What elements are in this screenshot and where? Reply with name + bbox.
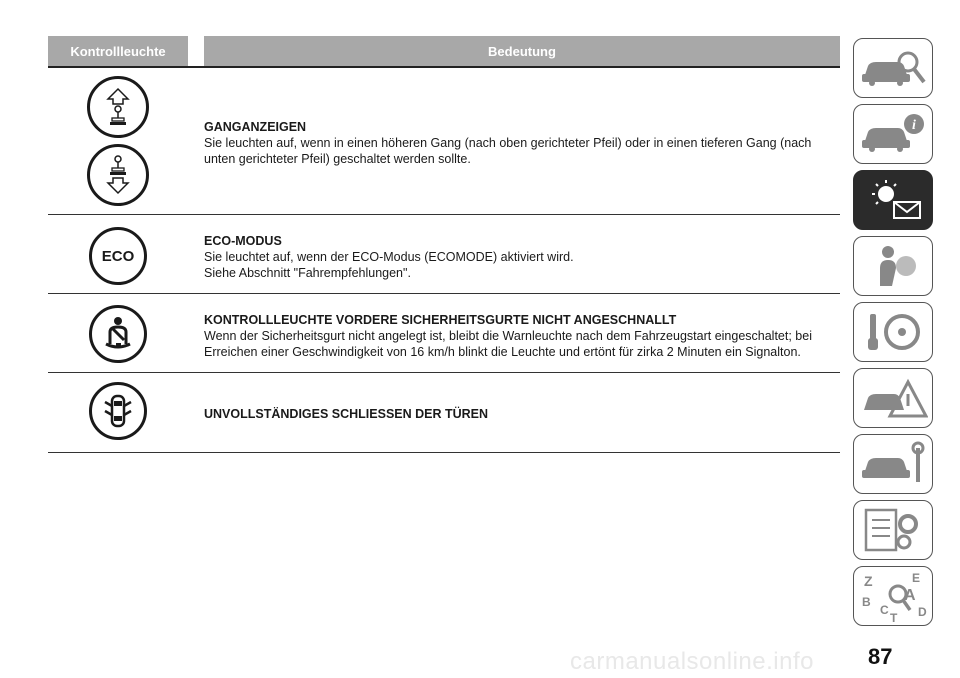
row-text: Wenn der Sicherheitsgurt nicht angelegt ist, bleibt die Warnleuchte nach dem Fahrzeugstart eingeschaltet; bei Erreichen einer Geschwindigkeit von 16 km/h blinkt die Leuchte und ertönt für zirka 2 Minuten ein Signalton. bbox=[204, 329, 812, 359]
index-letter: Z bbox=[864, 573, 873, 589]
eco-icon bbox=[89, 227, 147, 285]
row-divider bbox=[48, 452, 840, 453]
eco-icon-label: ECO bbox=[101, 247, 135, 265]
specs-gears-icon bbox=[858, 506, 928, 554]
car-accident-warning-icon bbox=[858, 374, 928, 422]
row-divider bbox=[48, 372, 840, 373]
index-letter: T bbox=[890, 611, 898, 622]
seatbelt-description bbox=[204, 312, 840, 360]
warning-light-message-icon bbox=[858, 176, 928, 224]
row-text: Sie leuchtet auf, wenn der ECO-Modus (ECOMODE) aktiviert wird. bbox=[204, 250, 574, 264]
gear-shift-icon-cell bbox=[48, 76, 188, 206]
tab-car-search[interactable] bbox=[853, 38, 933, 98]
column-header-meaning: Bedeutung bbox=[204, 36, 840, 66]
index-letter: D bbox=[918, 605, 927, 619]
index-letter: A bbox=[904, 587, 916, 604]
key-steering-wheel-icon bbox=[858, 308, 928, 356]
row-text-secondary: Siehe Abschnitt "Fahrempfehlungen". bbox=[204, 266, 411, 280]
car-info-icon bbox=[858, 110, 928, 158]
tab-maintenance[interactable] bbox=[853, 434, 933, 494]
index-letter: B bbox=[862, 595, 871, 609]
index-search-icon bbox=[858, 570, 928, 622]
car-search-icon bbox=[858, 44, 928, 92]
tab-car-info[interactable] bbox=[853, 104, 933, 164]
airbag-safety-icon bbox=[858, 242, 928, 290]
row-title: ECO-MODUS bbox=[204, 234, 282, 248]
tab-emergency[interactable] bbox=[853, 368, 933, 428]
door-open-icon bbox=[89, 382, 147, 440]
tab-starting-driving[interactable] bbox=[853, 302, 933, 362]
header-divider bbox=[48, 66, 840, 68]
row-title: KONTROLLLEUCHTE VORDERE SICHERHEITSGURTE NICHT ANGESCHNALLT bbox=[204, 313, 677, 327]
car-wrench-icon bbox=[858, 440, 928, 488]
page-number: 87 bbox=[868, 644, 893, 669]
row-divider bbox=[48, 293, 840, 294]
seatbelt-icon bbox=[89, 305, 147, 363]
row-title: GANGANZEIGEN bbox=[204, 120, 307, 134]
seatbelt-icon-cell bbox=[48, 305, 188, 363]
svg-text:i: i bbox=[912, 118, 916, 133]
column-header-warning-light: Kontrollleuchte bbox=[48, 36, 188, 66]
row-divider bbox=[48, 214, 840, 215]
door-description bbox=[204, 406, 840, 422]
row-title: UNVOLLSTÄNDIGES SCHLIESSEN DER TÜREN bbox=[204, 407, 489, 421]
index-letter: E bbox=[912, 571, 921, 585]
index-letter: C bbox=[880, 603, 889, 617]
watermark: carmanualsonline.info bbox=[570, 648, 814, 675]
tab-safety[interactable] bbox=[853, 236, 933, 296]
door-icon-cell bbox=[48, 382, 188, 440]
tab-index[interactable] bbox=[853, 566, 933, 626]
tab-technical-data[interactable] bbox=[853, 500, 933, 560]
eco-description bbox=[204, 233, 840, 281]
eco-icon-cell bbox=[48, 227, 188, 285]
gear-shift-description bbox=[204, 119, 840, 167]
gear-up-icon bbox=[87, 76, 149, 138]
row-text: Sie leuchten auf, wenn in einen höheren Gang (nach oben gerichteter Pfeil) oder in einen tieferen Gang (nach unten gerichteter Pfeil) geschaltet werden sollte. bbox=[204, 136, 812, 166]
tab-warning-lights[interactable] bbox=[853, 170, 933, 230]
gear-down-icon bbox=[87, 144, 149, 206]
